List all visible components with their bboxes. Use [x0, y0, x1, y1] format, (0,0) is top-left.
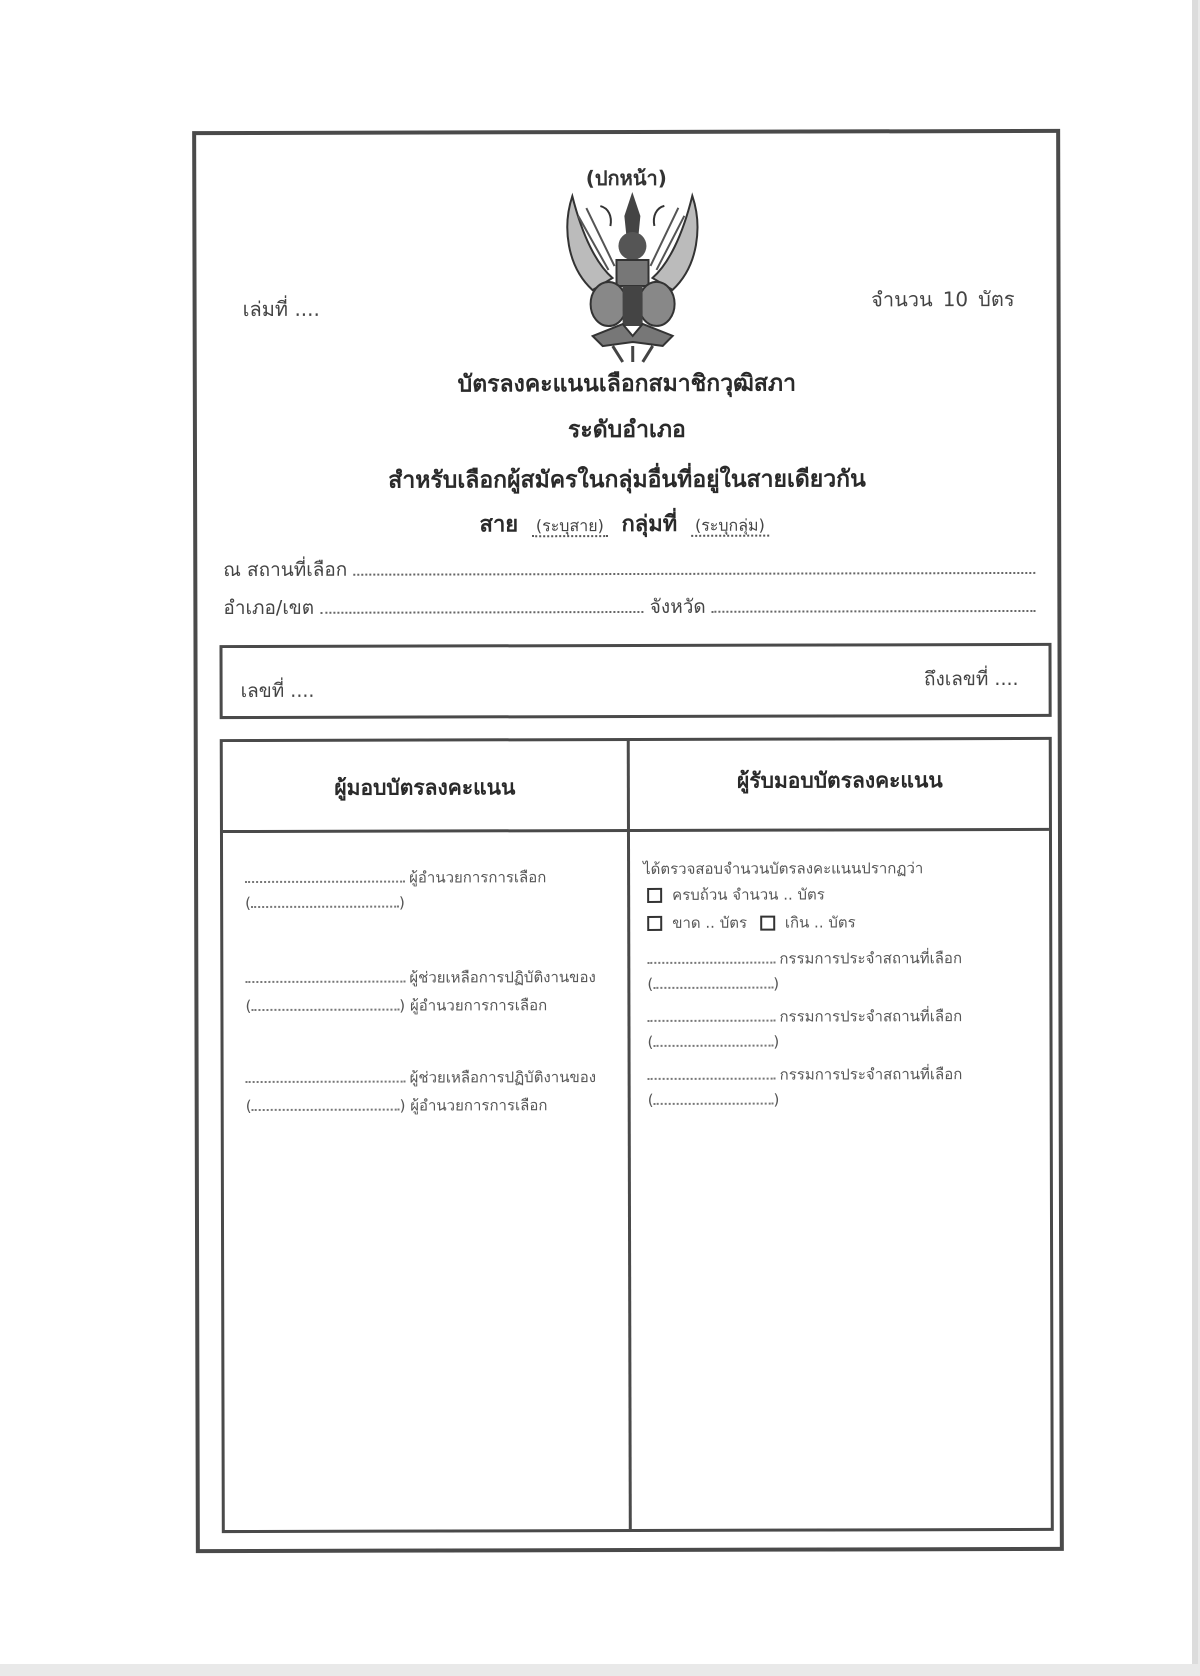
signature-role: ผู้อำนวยการการเลือก [409, 868, 547, 887]
giver-signature-3 [246, 1065, 596, 1090]
district-province-row [223, 591, 1041, 623]
name-field[interactable] [653, 987, 773, 989]
serial-to-label[interactable]: ถึงเลขที่ .... [923, 667, 1019, 691]
signature-line[interactable] [647, 962, 775, 964]
count-label: จำนวน [871, 287, 933, 312]
serial-number-box [219, 643, 1051, 719]
signature-role: กรรมการประจำสถานที่เลือก [779, 949, 963, 968]
cover-note: (ปกหน้า) [585, 165, 667, 191]
ballot-title: บัตรลงคะแนนเลือกสมาชิกวุฒิสภา [457, 370, 797, 398]
count-unit: บัตร [978, 286, 1015, 312]
receiver-name-1 [647, 975, 779, 993]
signature-role: ผู้ช่วยเหลือการปฏิบัติงานของ [409, 1068, 597, 1087]
receiver-name-3 [648, 1091, 780, 1109]
open-paren: ( [647, 1032, 654, 1051]
handover-table [220, 737, 1054, 1533]
close-paren: ) [773, 1090, 780, 1109]
short-over-options [647, 910, 856, 935]
signature-line[interactable] [245, 981, 405, 983]
polling-place-field[interactable] [353, 558, 1035, 576]
receiver-column-header: ผู้รับมอบบัตรลงคะแนน [736, 768, 943, 793]
open-paren: ( [245, 1096, 252, 1116]
check-intro: ได้ตรวจสอบจำนวนบัตรลงคะแนนปรากฏว่า [643, 859, 924, 878]
book-number-label: เล่มที่ .... [242, 296, 320, 322]
close-paren: ) [773, 1032, 780, 1051]
short-checkbox[interactable] [647, 916, 662, 931]
signature-role: กรรมการประจำสถานที่เลือก [779, 1065, 963, 1084]
signature-role: กรรมการประจำสถานที่เลือก [779, 1007, 963, 1026]
garuda-emblem-icon [552, 186, 712, 364]
province-label: จังหวัด [649, 595, 706, 618]
name-field[interactable] [251, 1009, 399, 1011]
close-paren: ) [773, 974, 780, 993]
giver-name-2 [245, 993, 547, 1018]
open-paren: ( [647, 974, 654, 993]
close-paren: ) [399, 996, 406, 1015]
column-divider [627, 741, 632, 1529]
stream-field[interactable]: (ระบุสาย) [532, 516, 608, 537]
open-paren: ( [245, 996, 252, 1016]
over-checkbox[interactable] [760, 916, 775, 931]
complete-label: ครบถ้วน จำนวน .. บัตร [672, 885, 825, 904]
header-divider [223, 828, 1049, 833]
group-field[interactable]: (ระบุกลุ่ม) [691, 516, 769, 537]
receiver-signature-2 [647, 1004, 962, 1029]
name-field[interactable] [252, 1109, 400, 1111]
complete-checkbox[interactable] [647, 888, 662, 903]
complete-option [647, 882, 825, 906]
signature-role-sub: ผู้อำนวยการการเลือก [410, 1096, 548, 1115]
polling-place-label: ณ สถานที่เลือก [223, 558, 348, 582]
signature-role: ผู้ช่วยเหลือการปฏิบัติงานของ [409, 968, 596, 987]
signature-role-sub: ผู้อำนวยการการเลือก [409, 996, 548, 1015]
short-label: ขาด .. บัตร [672, 913, 748, 932]
name-field[interactable] [251, 906, 399, 908]
province-field[interactable] [712, 596, 1036, 613]
polling-place-row [223, 553, 1041, 585]
signature-line[interactable] [245, 881, 405, 883]
receiver-signature-3 [648, 1062, 963, 1087]
receiver-signature-1 [647, 946, 962, 971]
group-label: กลุ่มที่ [621, 511, 678, 538]
stream-group-line [197, 505, 1057, 542]
signature-line[interactable] [647, 1020, 775, 1022]
open-paren: ( [245, 893, 252, 913]
stream-label: สาย [479, 512, 519, 538]
district-label: อำเภอ/เขต [223, 596, 315, 620]
giver-signature-2 [245, 965, 595, 990]
giver-name-1 [245, 894, 405, 912]
close-paren: ) [398, 893, 405, 912]
giver-column-header: ผู้มอบบัตรลงคะแนน [334, 775, 516, 800]
signature-line[interactable] [246, 1081, 406, 1083]
name-field[interactable] [654, 1103, 774, 1105]
signature-line[interactable] [648, 1078, 776, 1080]
ballot-count [871, 283, 1015, 315]
ballot-cover-frame [192, 129, 1064, 1553]
giver-signature-1 [245, 865, 546, 890]
count-value: 10 [942, 287, 969, 312]
open-paren: ( [647, 1090, 654, 1109]
giver-name-3 [246, 1093, 548, 1118]
close-paren: ) [399, 1096, 406, 1115]
over-label: เกิน .. บัตร [784, 913, 856, 932]
district-field[interactable] [320, 597, 644, 614]
ballot-level: ระดับอำเภอ [567, 416, 686, 444]
name-field[interactable] [653, 1045, 773, 1047]
receiver-name-2 [648, 1033, 780, 1051]
ballot-purpose: สำหรับเลือกผู้สมัครในกลุ่มอื่นที่อยู่ในสายเดียวกัน [388, 466, 866, 494]
serial-from-label[interactable]: เลขที่ .... [240, 679, 315, 703]
